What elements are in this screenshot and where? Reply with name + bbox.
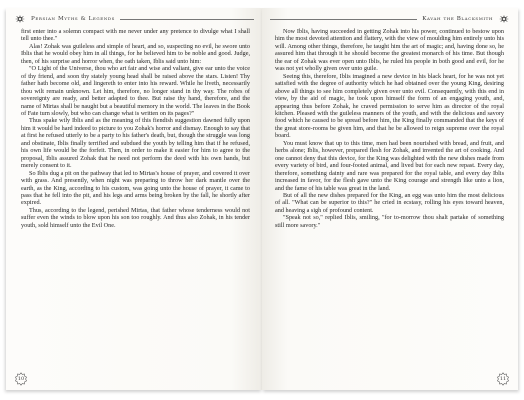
right-page-number bbox=[496, 372, 510, 386]
paragraph: So Iblis dug a pit on the pathway that led to Mirtas's house of prayer, and covered it over with grass. And presently, when night was preparing to throw her dark mantle over the earth, as the King, according to his custom, was going unto the house of prayer, it came to pass that he fell into the pit, and his legs and arms being broken by the fall, he shortly after expired. bbox=[21, 169, 250, 207]
paragraph: "O Light of the Universe, thou who art fair and wise and valiant, give ear unto the voice of thy friend, and soon thy stately young head shall be raised above the stars. Listen! Thy father hath become old, and lingereth to enter into his reward. While he liveth, necessarily thou wilt remain unknown. Let him, therefore, no longer stand in thy way. The robes of sovereignty are ready, and better adapted to thee. But raise thy hand, therefore, and the name of Mirtas shall be naught but a beautiful memory in the world. The leaves in the Book of Fate turn slowly, but who can change what is written on its pages?" bbox=[21, 65, 250, 117]
left-page-number bbox=[14, 372, 28, 386]
left-page bbox=[6, 8, 262, 390]
winged-emblem-icon bbox=[498, 13, 510, 25]
paragraph: Seeing this, therefore, Iblis imagined a new device in his black heart, for he was not yet satisfied with the degree of authority which he had obtained over the young King, desiring above all things to see him completely given over unto evil. Consequently, with this end in view, by the aid of magic, he took upon himself the form of an engaging youth, and, appearing thus before Zohak, he craved permission to serve him as director of the royal kitchen. Pleased with the guileless manners of the youth, and with the delicious and savory food which he caused to be spread before him, the King finally commanded that the keys of the great store-rooms be given him, and that he be allowed to reign supreme over the royal board. bbox=[275, 72, 504, 140]
page-number-text: 11 bbox=[499, 376, 507, 382]
left-body-text bbox=[21, 28, 250, 229]
page-number-text: 10 bbox=[17, 376, 25, 382]
header-rule bbox=[120, 19, 254, 20]
running-head-title: Persian Myths & Legends bbox=[31, 16, 115, 22]
header-rule bbox=[270, 19, 417, 20]
right-body-text bbox=[275, 28, 504, 229]
right-running-header bbox=[270, 12, 510, 26]
paragraph: "Speak not so," replied Iblis, smiling, "for to-morrow thou shalt partake of something still more savory." bbox=[275, 214, 504, 229]
right-page bbox=[262, 8, 518, 390]
paragraph: Thus, according to the legend, perished Mirtas, that father whose tenderness would not suffer even the winds to blow upon his son too roughly. And thus also Zohak, in his tender youth, sold himself unto the Evil One. bbox=[21, 206, 250, 229]
paragraph: Now Iblis, having succeeded in getting Zohak into his power, continued to bestow upon him the most devoted attention and flattery, with the view of moulding him entirely unto his will. Among other things, therefore, he taught him the art of magic; and, having done so, he assured him that through it he should become the greatest monarch of his time. But though the ear of Zohak was ever open unto Iblis, he ruled his people in both good and evil, for he was not yet wholly given over unto guile. bbox=[275, 28, 504, 73]
paragraph: first enter into a solemn compact with me never under any pretence to divulge what I shall tell unto thee." bbox=[21, 28, 250, 43]
left-running-header bbox=[14, 12, 254, 26]
winged-emblem-icon bbox=[14, 13, 26, 25]
running-head-title: Kavah the Blacksmith bbox=[422, 16, 493, 22]
paragraph: Alas! Zohak was guileless and simple of heart, and so, suspecting no evil, he swore unto Iblis that he would obey him in all things, for he believed him to be noble and good. Judge, then, of his surprise and horror when, the oath taken, Iblis said unto him: bbox=[21, 42, 250, 65]
paragraph: You must know that up to this time, men had been nourished with bread, and fruit, and herbs alone; Iblis, however, prepared flesh for Zohak, and invented the art of cooking. And one cannot deny that this device, for the King was delighted with the new dishes made from every variety of bird, and four-footed animal, and lived but for each new repast. Every day, therefore, something dainty and rare was prepared for the royal table, and every day Iblis increased in favor, for the flesh gave unto the King courage and strength like unto a lion, and the fame of his table was great in the land. bbox=[275, 139, 504, 192]
paragraph: But of all the new dishes prepared for the King, an egg was unto him the most delicious of all. "What can be superior to this?" he cried in ecstasy, rolling his eyes toward heaven, and heaving a sigh of profound content. bbox=[275, 191, 504, 214]
paragraph: Thus spake wily Iblis and as the meaning of this fiendish suggestion dawned fully upon him it would be hard indeed to picture to you Zohak's horror and dismay. Enough to say that at first he refused utterly to be a party to his father's death, but, though the struggle was long and obstinate, Iblis finally terrified and subdued the youth by telling him that if he refused, his own life would be the forfeit. Then, in order to make it easier for him to agree to the proposal, Iblis assured Zohak that he need not perform the deed with his own hands, but merely consent to it. bbox=[21, 117, 250, 170]
